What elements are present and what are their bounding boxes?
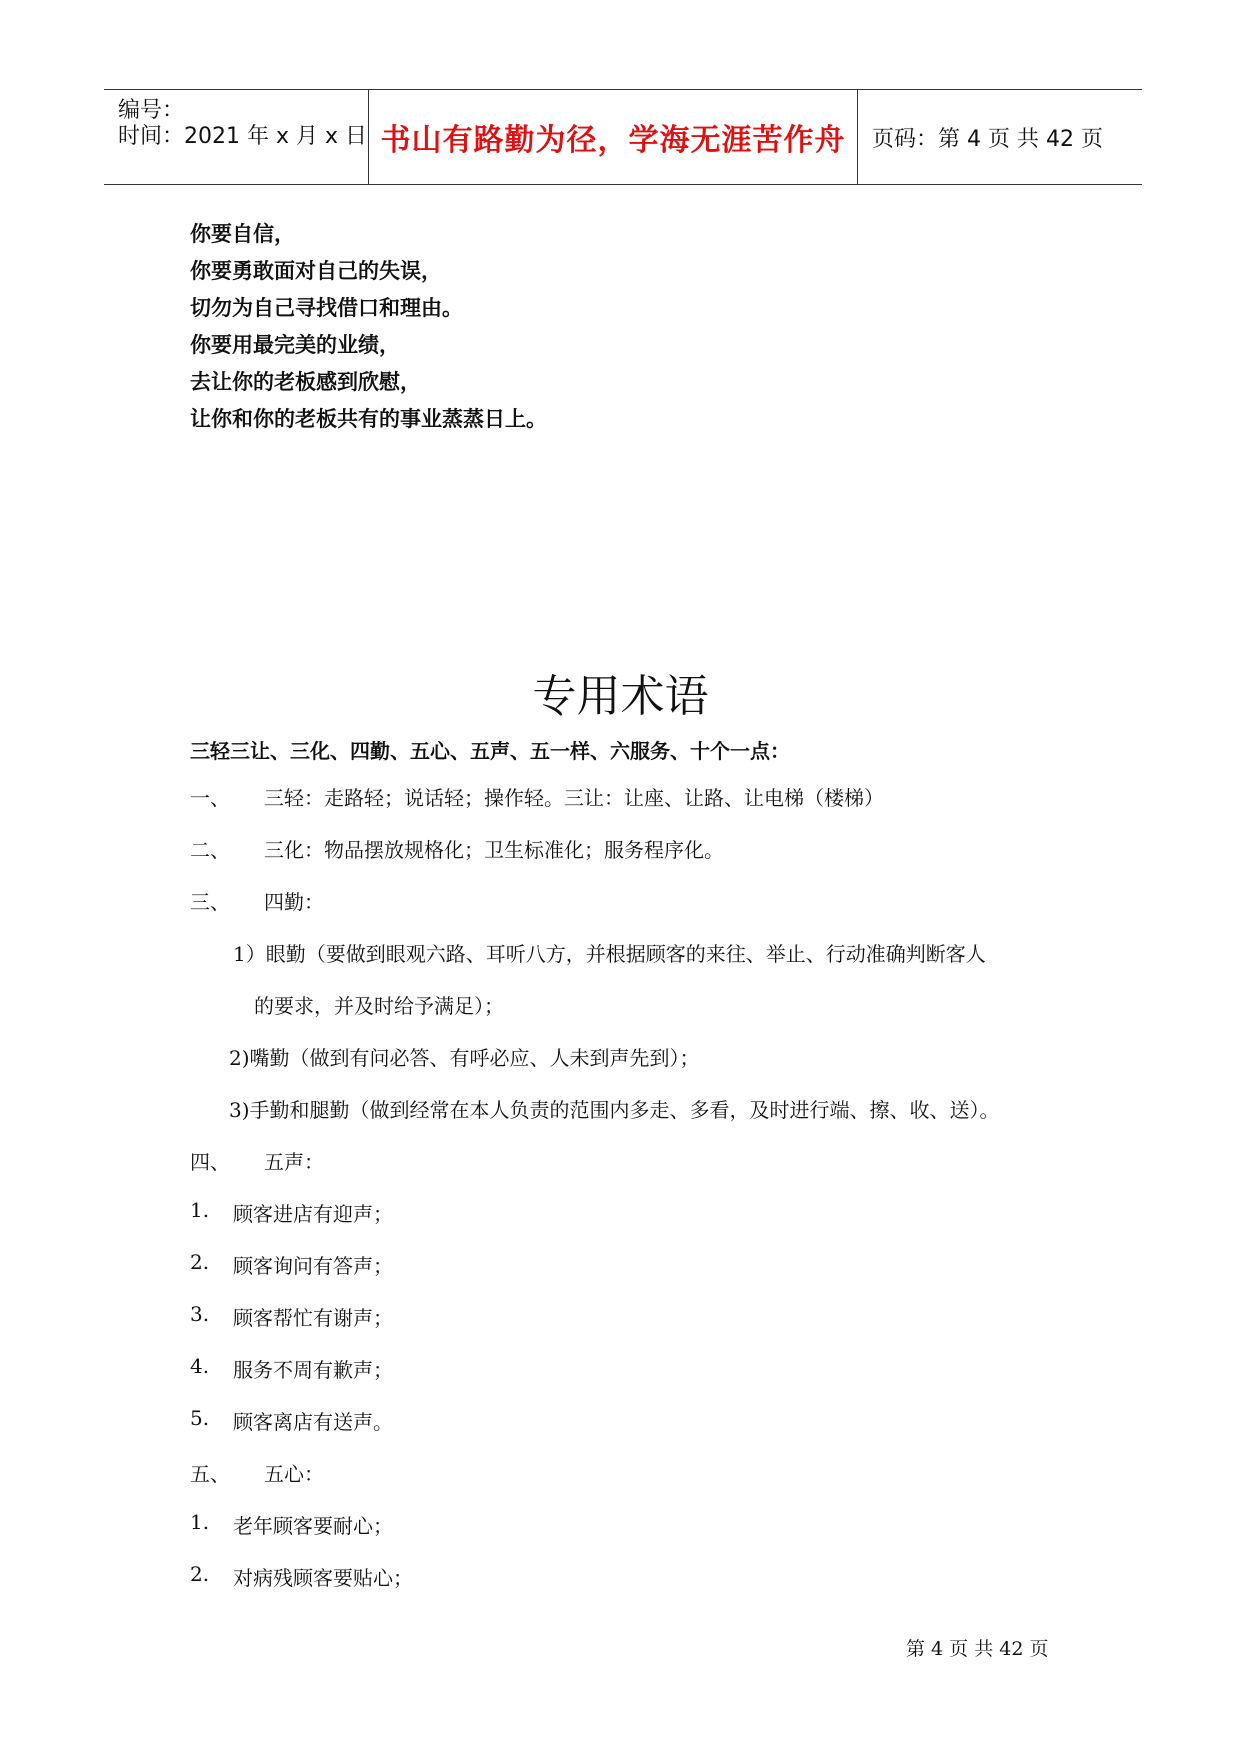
item-number: 一、 <box>190 786 230 810</box>
poem-line: 让你和你的老板共有的事业蒸蒸日上。 <box>190 407 547 431</box>
list-number: 1. <box>190 1198 210 1222</box>
item-number: 五、 <box>190 1462 230 1486</box>
page-footer: 第 4 页 共 42 页 <box>906 1638 1049 1660</box>
poem-line: 你要勇敢面对自己的失误， <box>190 259 442 283</box>
list-item: 对病残顾客要贴心； <box>233 1566 413 1590</box>
list-number: 3. <box>190 1302 210 1326</box>
qin-line: 3)手勤和腿勤（做到经常在本人负责的范围内多走、多看，及时进行端、擦、收、送）。 <box>229 1098 1000 1122</box>
list-item: 服务不周有歉声； <box>233 1358 393 1382</box>
item-text: 三化：物品摆放规格化；卫生标准化；服务程序化。 <box>264 838 724 862</box>
header-page <box>858 90 1142 184</box>
item-text: 五声： <box>264 1150 324 1174</box>
list-item: 顾客离店有送声。 <box>233 1410 393 1434</box>
qin-line: 2)嘴勤（做到有问必答、有呼必应、人未到声先到）； <box>229 1046 700 1070</box>
list-number: 2. <box>190 1250 210 1274</box>
number-label: 编号： <box>118 98 185 123</box>
list-number: 5. <box>190 1406 210 1430</box>
qin-line: 1）眼勤（要做到眼观六路、耳听八方，并根据顾客的来往、举止、行动准确判断客人 <box>233 942 986 966</box>
poem <box>190 216 547 438</box>
list-number: 2. <box>190 1562 210 1586</box>
time-label: 时间：2021 年 x 月 x 日 <box>118 124 367 149</box>
section-subtitle: 三轻三让、三化、四勤、五心、五声、五一样、六服务、十个一点： <box>190 739 790 763</box>
item-text: 四勤： <box>264 890 324 914</box>
list-item: 老年顾客要耐心； <box>233 1514 393 1538</box>
item-text: 五心： <box>264 1462 324 1486</box>
section-title: 专用术语 <box>532 671 709 722</box>
poem-line: 你要用最完美的业绩， <box>190 333 400 357</box>
list-number: 1. <box>190 1510 210 1534</box>
poem-line: 你要自信， <box>190 222 295 246</box>
item-number: 四、 <box>190 1150 230 1174</box>
item-number: 二、 <box>190 838 230 862</box>
qin-line: 的要求，并及时给予满足）； <box>254 994 504 1018</box>
poem-line: 去让你的老板感到欣慰， <box>190 370 421 394</box>
poem-line: 切勿为自己寻找借口和理由。 <box>190 296 463 320</box>
motto-text: 书山有路勤为径，学海无涯苦作舟 <box>380 123 846 158</box>
header-meta <box>104 90 369 184</box>
list-item: 顾客帮忙有谢声； <box>233 1306 393 1330</box>
page-header <box>104 89 1142 185</box>
list-item: 顾客询问有答声； <box>233 1254 393 1278</box>
item-number: 三、 <box>190 890 230 914</box>
header-motto <box>369 90 858 184</box>
list-number: 4. <box>190 1354 210 1378</box>
list-item: 顾客进店有迎声； <box>233 1202 393 1226</box>
page-label: 页码：第 4 页 共 42 页 <box>872 126 1103 152</box>
item-text: 三轻：走路轻；说话轻；操作轻。三让：让座、让路、让电梯（楼梯） <box>264 786 884 810</box>
